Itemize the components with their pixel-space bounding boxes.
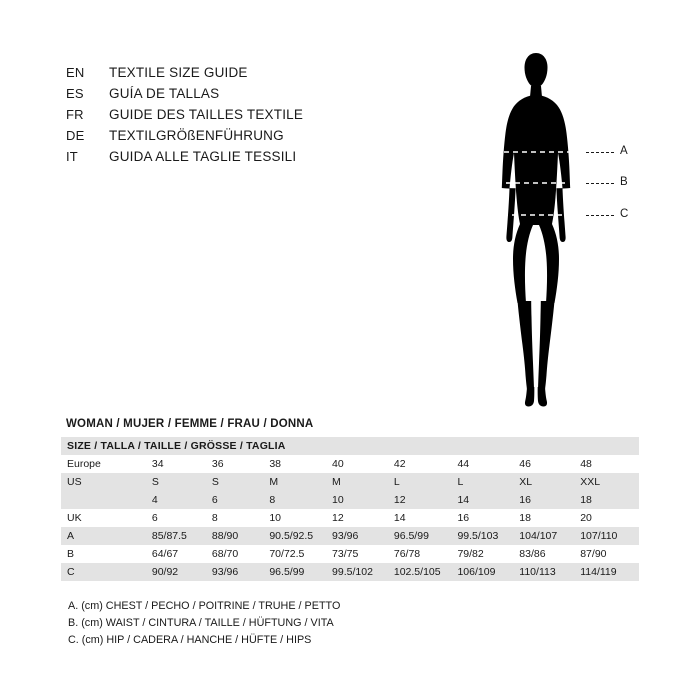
note-waist: B. (cm) WAIST / CINTURA / TAILLE / HÜFTUNG / VITA	[68, 617, 334, 629]
size-table	[61, 437, 639, 581]
table-header-row	[61, 437, 639, 455]
hip-leader-line	[586, 215, 614, 216]
row-label-c: C	[61, 563, 150, 581]
language-code-fr: FR	[66, 107, 84, 122]
chest-leader-line	[586, 152, 614, 153]
note-hip: C. (cm) HIP / CADERA / HANCHE / HÜFTE / HIPS	[68, 634, 312, 646]
cell-europe-3: 40	[330, 455, 392, 473]
row-label-b: B	[61, 545, 150, 563]
cell-a-1: 88/90	[210, 527, 267, 545]
language-row-es	[66, 83, 396, 104]
cell-europe-0: 34	[150, 455, 210, 473]
cell-uk-1: 8	[210, 509, 267, 527]
language-row-it	[66, 146, 396, 167]
table-row	[61, 455, 639, 473]
cell-usnum-3: 10	[330, 491, 392, 509]
cell-us-5: L	[455, 473, 517, 491]
cell-b-2: 70/72.5	[267, 545, 330, 563]
row-label-uk: UK	[61, 509, 150, 527]
cell-c-4: 102.5/105	[392, 563, 456, 581]
language-title-en: TEXTILE SIZE GUIDE	[109, 65, 248, 80]
table-row	[61, 545, 639, 563]
cell-b-6: 83/86	[517, 545, 578, 563]
cell-uk-2: 10	[267, 509, 330, 527]
cell-c-2: 96.5/99	[267, 563, 330, 581]
cell-usnum-6: 16	[517, 491, 578, 509]
cell-europe-6: 46	[517, 455, 578, 473]
cell-b-7: 87/90	[578, 545, 639, 563]
cell-uk-6: 18	[517, 509, 578, 527]
table-row	[61, 563, 639, 581]
cell-c-0: 90/92	[150, 563, 210, 581]
cell-usnum-7: 18	[578, 491, 639, 509]
language-title-fr: GUIDE DES TAILLES TEXTILE	[109, 107, 304, 122]
language-row-en	[66, 62, 396, 83]
cell-us-4: L	[392, 473, 456, 491]
cell-a-3: 93/96	[330, 527, 392, 545]
cell-europe-5: 44	[455, 455, 517, 473]
cell-b-0: 64/67	[150, 545, 210, 563]
cell-us-7: XXL	[578, 473, 639, 491]
row-label-a: A	[61, 527, 150, 545]
cell-c-7: 114/119	[578, 563, 639, 581]
cell-us-0: S	[150, 473, 210, 491]
language-row-de	[66, 125, 396, 146]
cell-b-4: 76/78	[392, 545, 456, 563]
cell-europe-7: 48	[578, 455, 639, 473]
cell-europe-4: 42	[392, 455, 456, 473]
female-body-silhouette	[470, 45, 650, 435]
row-label-us: US	[61, 473, 150, 491]
language-title-de: TEXTILGRÖßENFÜHRUNG	[109, 128, 284, 143]
cell-us-1: S	[210, 473, 267, 491]
language-code-en: EN	[66, 65, 85, 80]
table-row	[61, 491, 639, 509]
language-title-block	[66, 62, 396, 167]
cell-usnum-2: 8	[267, 491, 330, 509]
language-row-fr	[66, 104, 396, 125]
table-caption: WOMAN / MUJER / FEMME / FRAU / DONNA	[66, 418, 314, 430]
cell-us-2: M	[267, 473, 330, 491]
cell-uk-3: 12	[330, 509, 392, 527]
cell-b-1: 68/70	[210, 545, 267, 563]
cell-usnum-4: 12	[392, 491, 456, 509]
cell-us-6: XL	[517, 473, 578, 491]
cell-b-3: 73/75	[330, 545, 392, 563]
language-code-de: DE	[66, 128, 85, 143]
measure-label-b: B	[620, 176, 628, 188]
language-code-es: ES	[66, 86, 84, 101]
cell-c-6: 110/113	[517, 563, 578, 581]
measurement-notes	[68, 598, 340, 649]
cell-uk-0: 6	[150, 509, 210, 527]
cell-a-7: 107/110	[578, 527, 639, 545]
cell-c-3: 99.5/102	[330, 563, 392, 581]
cell-us-3: M	[330, 473, 392, 491]
cell-a-0: 85/87.5	[150, 527, 210, 545]
table-row	[61, 509, 639, 527]
cell-a-2: 90.5/92.5	[267, 527, 330, 545]
cell-a-5: 99.5/103	[455, 527, 517, 545]
row-label-europe: Europe	[61, 455, 150, 473]
cell-usnum-1: 6	[210, 491, 267, 509]
cell-a-6: 104/107	[517, 527, 578, 545]
table-row	[61, 527, 639, 545]
cell-uk-7: 20	[578, 509, 639, 527]
cell-b-5: 79/82	[455, 545, 517, 563]
measure-label-c: C	[620, 208, 629, 220]
size-header-label: SIZE / TALLA / TAILLE / GRÖSSE / TAGLIA	[61, 437, 639, 455]
cell-europe-1: 36	[210, 455, 267, 473]
language-title-it: GUIDA ALLE TAGLIE TESSILI	[109, 149, 297, 164]
cell-uk-5: 16	[455, 509, 517, 527]
note-chest: A. (cm) CHEST / PECHO / POITRINE / TRUHE / PETTO	[68, 600, 341, 612]
waist-leader-line	[586, 183, 614, 184]
cell-c-5: 106/109	[455, 563, 517, 581]
cell-c-1: 93/96	[210, 563, 267, 581]
language-code-it: IT	[66, 149, 78, 164]
cell-a-4: 96.5/99	[392, 527, 456, 545]
cell-uk-4: 14	[392, 509, 456, 527]
language-title-es: GUÍA DE TALLAS	[109, 86, 220, 101]
measure-label-a: A	[620, 145, 628, 157]
table-row	[61, 473, 639, 491]
cell-usnum-0: 4	[150, 491, 210, 509]
cell-usnum-5: 14	[455, 491, 517, 509]
body-figure-icon	[470, 45, 650, 435]
row-label-us-numeric	[61, 491, 150, 509]
cell-europe-2: 38	[267, 455, 330, 473]
